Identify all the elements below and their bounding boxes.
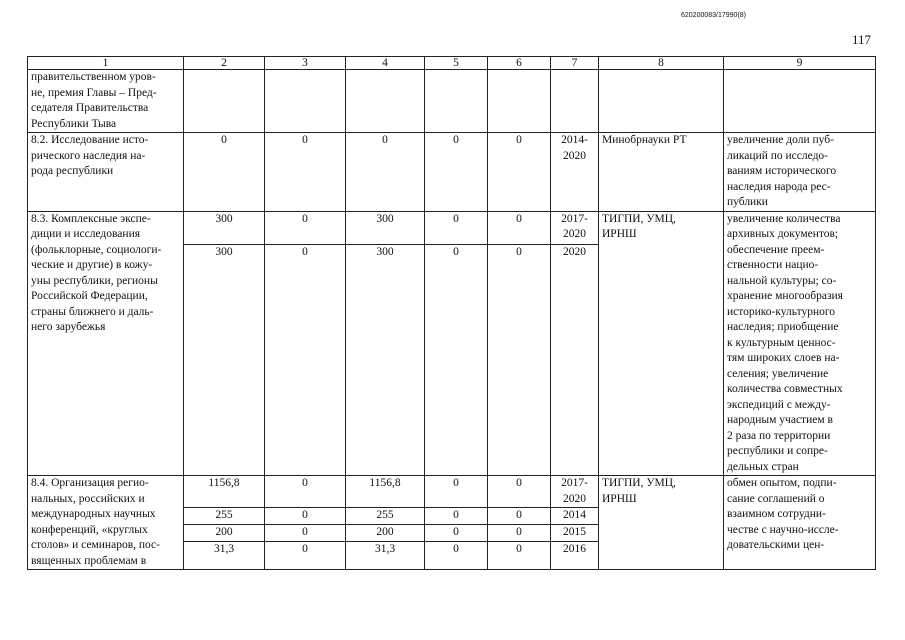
text-line: народным участием в bbox=[727, 414, 833, 426]
activity-cell bbox=[28, 476, 184, 570]
result-cell bbox=[724, 211, 876, 476]
period-cell bbox=[551, 211, 599, 244]
value-cell: 0 bbox=[425, 211, 488, 244]
text-line: ИРНШ bbox=[602, 492, 637, 505]
value-cell: 31,3 bbox=[184, 541, 265, 569]
result-cell bbox=[724, 133, 876, 212]
col-header-5: 5 bbox=[425, 57, 488, 70]
col-header-3: 3 bbox=[265, 57, 346, 70]
activity-cell bbox=[28, 70, 184, 133]
text-line: дельных стран bbox=[727, 460, 799, 473]
period-cell bbox=[551, 133, 599, 212]
text-line: 2015 bbox=[563, 526, 586, 539]
text-line: 8.3. Комплексные экспе- bbox=[31, 212, 151, 225]
text-line: ликаций по исследо- bbox=[727, 149, 829, 162]
text-line: него зарубежья bbox=[31, 321, 106, 333]
value-cell: 0 bbox=[488, 211, 551, 244]
text-line: конференций, «круглых bbox=[31, 523, 148, 536]
document-id: 620200083/17990(8) bbox=[681, 12, 747, 19]
text-line: нальных, российских и bbox=[31, 492, 145, 505]
text-line: к культурным ценнос- bbox=[727, 336, 836, 349]
value-cell: 0 bbox=[265, 133, 346, 212]
text-line: наследия; приобщение bbox=[727, 321, 839, 333]
value-cell: 0 bbox=[425, 541, 488, 569]
text-line: публики bbox=[727, 196, 768, 208]
text-line: нальной культуры; со- bbox=[727, 274, 837, 287]
text-line: 2 раза по территории bbox=[727, 429, 831, 442]
text-line: ваниям исторического bbox=[727, 165, 837, 177]
value-cell: 300 bbox=[184, 244, 265, 475]
table-row bbox=[28, 70, 876, 133]
value-cell: 0 bbox=[265, 525, 346, 542]
col-header-8: 8 bbox=[599, 57, 724, 70]
text-line: 2014- bbox=[561, 134, 588, 146]
text-line: сание соглашений о bbox=[727, 492, 825, 505]
text-line: хранение многообразия bbox=[727, 290, 843, 302]
text-line: обмен опытом, подпи- bbox=[727, 477, 837, 489]
value-cell: 0 bbox=[265, 541, 346, 569]
text-line: диции и исследования bbox=[31, 228, 141, 240]
text-line: взаимном сотрудни- bbox=[727, 508, 826, 520]
text-line: увеличение доли пуб- bbox=[727, 134, 834, 146]
value-cell: 0 bbox=[425, 244, 488, 475]
value-cell: 200 bbox=[184, 525, 265, 542]
text-line: 2016 bbox=[563, 542, 586, 555]
text-line: обеспечение преем- bbox=[727, 243, 825, 256]
text-line: увеличение количества bbox=[727, 212, 841, 225]
text-line: ТИГПИ, УМЦ, bbox=[602, 477, 676, 489]
executor-cell bbox=[599, 476, 724, 570]
text-line: 2020 bbox=[563, 245, 586, 258]
text-line: селения; увеличение bbox=[727, 367, 829, 380]
text-line: республики и сопре- bbox=[727, 445, 828, 457]
text-line: рического наследия на- bbox=[31, 149, 146, 162]
table-row bbox=[28, 133, 876, 212]
value-cell: 0 bbox=[488, 508, 551, 525]
value-cell: 300 bbox=[346, 244, 425, 475]
value-cell: 0 bbox=[265, 211, 346, 244]
text-line: 2017- bbox=[561, 477, 588, 489]
value-cell: 0 bbox=[425, 508, 488, 525]
value-cell: 0 bbox=[488, 525, 551, 542]
period-cell bbox=[551, 508, 599, 525]
value-cell: 0 bbox=[265, 508, 346, 525]
text-line: ческие и другие) в кожу- bbox=[31, 259, 153, 271]
text-line: довательскими цен- bbox=[727, 539, 825, 551]
text-line: ственности нацио- bbox=[727, 259, 819, 271]
value-cell: 0 bbox=[425, 525, 488, 542]
text-line: количества совместных bbox=[727, 383, 843, 395]
period-cell bbox=[551, 476, 599, 508]
text-line: 8.4. Организация регио- bbox=[31, 477, 149, 489]
value-cell: 0 bbox=[346, 133, 425, 212]
text-line: столов» и семинаров, пос- bbox=[31, 539, 160, 551]
text-line: ТИГПИ, УМЦ, bbox=[602, 212, 676, 225]
header-row bbox=[28, 57, 876, 70]
page-number: 117 bbox=[852, 32, 872, 47]
text-line: ИРНШ bbox=[602, 228, 637, 240]
value-cell: 0 bbox=[488, 244, 551, 475]
text-line: седателя Правительства bbox=[31, 102, 149, 114]
value-cell: 300 bbox=[346, 211, 425, 244]
col-header-9: 9 bbox=[724, 57, 876, 70]
text-line: уны республики, регионы bbox=[31, 274, 158, 287]
col-header-1: 1 bbox=[28, 57, 184, 70]
value-cell: 31,3 bbox=[346, 541, 425, 569]
table-row bbox=[28, 211, 876, 244]
value-cell: 1156,8 bbox=[184, 476, 265, 508]
text-line: вященных проблемам в bbox=[31, 554, 147, 567]
text-line: 2020 bbox=[563, 492, 586, 505]
text-line: экспедиций с между- bbox=[727, 398, 831, 411]
value-cell: 255 bbox=[184, 508, 265, 525]
value-cell: 0 bbox=[488, 133, 551, 212]
text-line: честве с научно-иссле- bbox=[727, 523, 839, 536]
text-line: тям широких слоев на- bbox=[727, 352, 840, 364]
text-line: 8.2. Исследование исто- bbox=[31, 134, 149, 146]
value-cell: 0 bbox=[425, 476, 488, 508]
program-table bbox=[27, 56, 876, 570]
activity-cell bbox=[28, 211, 184, 476]
value-cell: 0 bbox=[425, 133, 488, 212]
period-cell bbox=[551, 541, 599, 569]
text-line: наследия народа рес- bbox=[727, 180, 831, 193]
text-line: (фольклорные, социологи- bbox=[31, 243, 162, 256]
value-cell: 0 bbox=[488, 476, 551, 508]
value-cell: 255 bbox=[346, 508, 425, 525]
value-cell: 0 bbox=[488, 541, 551, 569]
executor-cell bbox=[599, 133, 724, 212]
value-cell: 200 bbox=[346, 525, 425, 542]
value-cell: 1156,8 bbox=[346, 476, 425, 508]
period-cell bbox=[551, 525, 599, 542]
text-line: архивных документов; bbox=[727, 228, 839, 240]
value-cell: 0 bbox=[184, 133, 265, 212]
text-line: 2020 bbox=[563, 228, 586, 240]
text-line: Республики Тыва bbox=[31, 117, 117, 130]
result-cell bbox=[724, 476, 876, 570]
text-line: Минобрнауки РТ bbox=[602, 134, 687, 146]
table-row bbox=[28, 476, 876, 508]
col-header-2: 2 bbox=[184, 57, 265, 70]
text-line: Российской Федерации, bbox=[31, 290, 148, 302]
period-cell bbox=[551, 244, 599, 475]
text-line: правительственном уров- bbox=[31, 71, 156, 83]
text-line: не, премия Главы – Пред- bbox=[31, 86, 157, 99]
text-line: международных научных bbox=[31, 508, 156, 520]
text-line: 2017- bbox=[561, 212, 588, 225]
activity-cell bbox=[28, 133, 184, 212]
text-line: 2020 bbox=[563, 149, 586, 162]
col-header-7: 7 bbox=[551, 57, 599, 70]
col-header-4: 4 bbox=[346, 57, 425, 70]
text-line: рода республики bbox=[31, 165, 114, 177]
text-line: историко-культурного bbox=[727, 305, 836, 318]
value-cell: 300 bbox=[184, 211, 265, 244]
executor-cell bbox=[599, 211, 724, 476]
text-line: страны ближнего и даль- bbox=[31, 305, 154, 318]
col-header-6: 6 bbox=[488, 57, 551, 70]
text-line: 2014 bbox=[563, 509, 586, 522]
value-cell: 0 bbox=[265, 476, 346, 508]
value-cell: 0 bbox=[265, 244, 346, 475]
